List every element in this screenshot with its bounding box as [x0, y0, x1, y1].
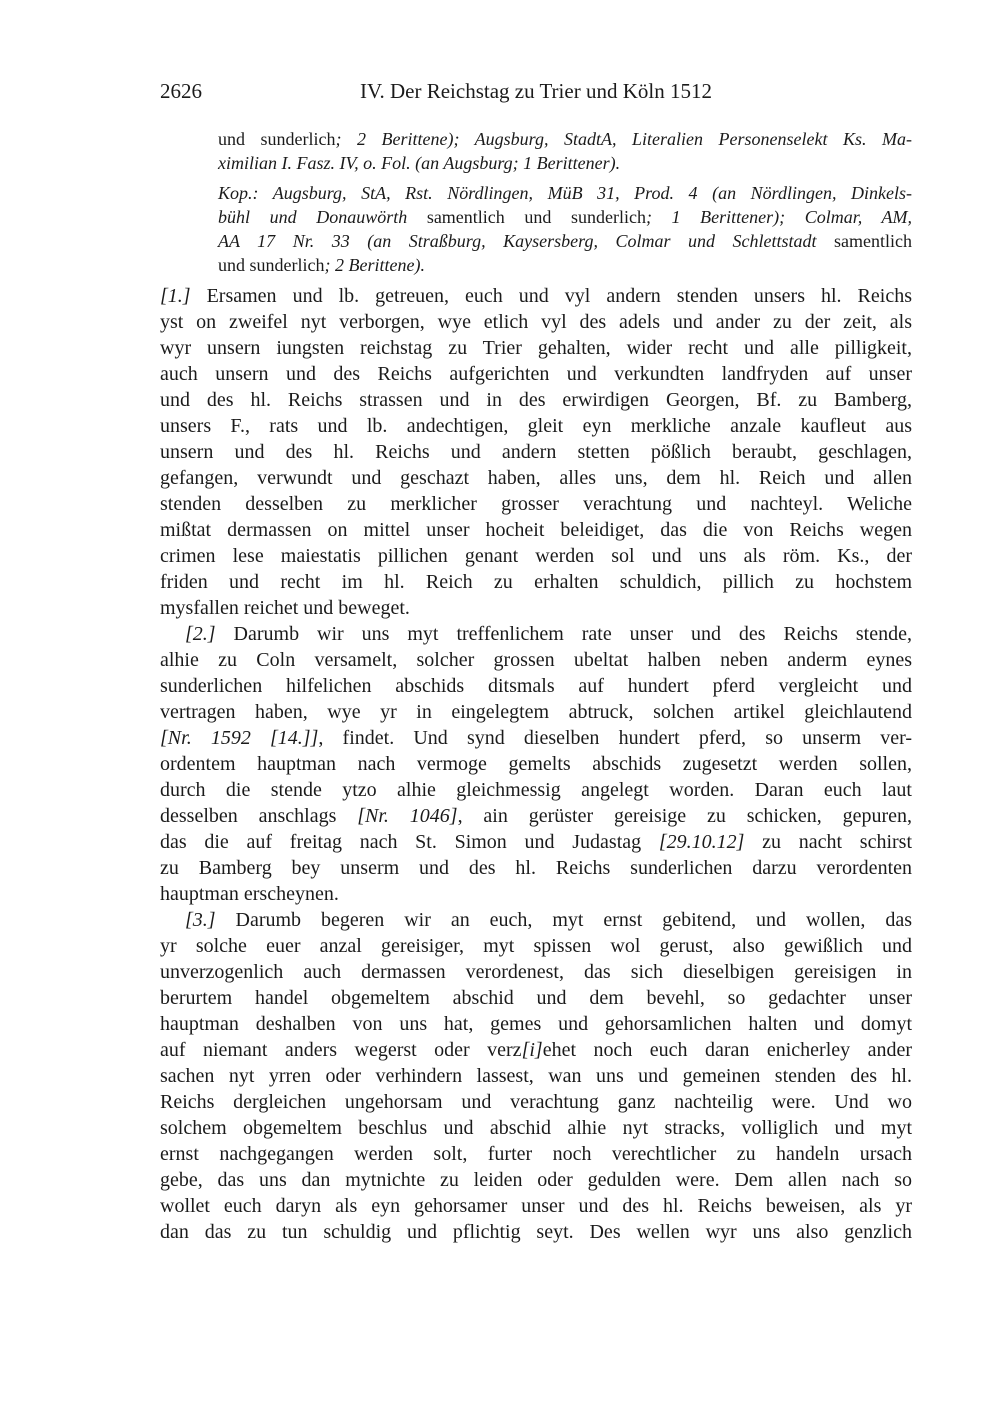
- text-line: [160, 985, 912, 1011]
- text-line: [160, 283, 912, 309]
- italic-text: [Nr. 1046]: [357, 805, 458, 827]
- roman-text: auch unsern und des Reichs aufgerichten und verkundten landfryden auf unser: [160, 363, 912, 385]
- roman-text: yr solche euer anzal gereisiger, myt spissen wol gerust, also gewißlich und: [160, 935, 912, 957]
- roman-text: Darumb begeren wir an euch, myt ernst gebitend, und wollen, das: [215, 909, 912, 931]
- body-paragraph: [160, 907, 912, 1245]
- text-line: [160, 491, 912, 517]
- roman-text: ordentem hauptman nach vermoge gemelts abschids zugesetzt werden sollen,: [160, 753, 912, 775]
- roman-text: und sunderlich: [218, 255, 325, 275]
- text-line: [160, 439, 912, 465]
- text-line: [160, 543, 912, 569]
- roman-text: samentlich und sunderlich: [407, 207, 646, 227]
- roman-text: durch die stende ytzo alhie gleichmessig angelegt worden. Daran euch laut: [160, 779, 912, 801]
- text-line: [218, 181, 912, 205]
- italic-text: [2.]: [185, 623, 216, 645]
- text-line: [160, 621, 912, 647]
- roman-text: wyr unsern iungsten reichstag zu Trier gehalten, wider recht und alle pilligkeit,: [160, 337, 912, 359]
- roman-text: gefangen, verwundt und geschazt haben, alles uns, dem hl. Reich und allen: [160, 467, 912, 489]
- text-line: [160, 387, 912, 413]
- text-line: [160, 803, 912, 829]
- text-line: [160, 725, 912, 751]
- text-line: [160, 335, 912, 361]
- roman-text: sachen nyt yrren oder verhindern lassest, wan uns und gemeinen stenden des hl.: [160, 1065, 912, 1087]
- body-paragraph: [160, 283, 912, 621]
- roman-text: ehet noch euch daran enicherley ander: [542, 1039, 912, 1061]
- text-line: [160, 647, 912, 673]
- text-line: [160, 1167, 912, 1193]
- text-line: [160, 413, 912, 439]
- text-line: [218, 205, 912, 229]
- italic-text: [29.10.12]: [658, 831, 745, 853]
- text-line: [160, 1115, 912, 1141]
- roman-text: wollet euch daryn als eyn gehorsamer unser und des hl. Reichs beweisen, als yr: [160, 1195, 912, 1217]
- apparatus-block: [218, 127, 912, 277]
- text-line: [218, 229, 912, 253]
- roman-text: unverzogenlich auch dermassen verordenest, das sich dieselbigen gereisigen in: [160, 961, 912, 983]
- text-line: [160, 933, 912, 959]
- italic-text: [i]: [521, 1039, 543, 1061]
- italic-text: bühl und Donauwörth: [218, 207, 408, 227]
- roman-text: zu nacht schirst: [744, 831, 913, 853]
- text-line: [160, 673, 912, 699]
- roman-text: mysfallen reichet und beweget.: [160, 597, 410, 619]
- text-line: [160, 1219, 912, 1245]
- roman-text: stenden desselben zu merklicher grosser verachtung und nachteyl. Weliche: [160, 493, 912, 515]
- roman-text: Darumb wir uns myt treffenlichem rate unser und des Reichs stende,: [215, 623, 912, 645]
- text-line: [160, 907, 912, 933]
- roman-text: auf niemant anders wegerst oder verz: [160, 1039, 522, 1061]
- roman-text: und des hl. Reichs strassen und in des erwirdigen Georgen, Bf. zu Bamberg,: [160, 389, 912, 411]
- roman-text: , ain gerüster gereisige zu schicken, gepuren,: [457, 805, 913, 827]
- italic-text: AA 17 Nr. 33 (an Straßburg, Kaysersberg, Colmar und Schlettstadt: [218, 231, 817, 251]
- text-line: [160, 1089, 912, 1115]
- roman-text: dan das zu tun schuldig und pflichtig seyt. Des wellen wyr uns also genzlich: [160, 1221, 912, 1243]
- apparatus-paragraph: [218, 127, 912, 175]
- roman-text: yst on zweifel nyt verborgen, wye etlich vyl des adels und ander zu der zeit, als: [160, 311, 912, 333]
- text-line: [160, 361, 912, 387]
- body-paragraph: [160, 621, 912, 907]
- italic-text: Kop.: Augsburg, StA, Rst. Nördlingen, MüB 31, Prod. 4 (an Nördlingen, Dinkels-: [218, 183, 912, 203]
- roman-text: sunderlichen hilfelichen abschids ditsmals auf hundert pferd vergleicht und: [160, 675, 912, 697]
- text-line: [160, 1011, 912, 1037]
- roman-text: zu Bamberg bey unserm und des hl. Reichs sunderlichen darzu verordenten: [160, 857, 912, 879]
- italic-text: ; 2 Berittene); Augsburg, StadtA, Literalien Personenselekt Ks. Ma-: [335, 129, 913, 149]
- roman-text: ernst nachgegangen werden solt, furter noch verechtlicher zu handeln ursach: [160, 1143, 912, 1165]
- text-line: [160, 309, 912, 335]
- roman-text: mißtat dermassen on mittel unser hocheit beleidiget, das die von Reichs wegen: [160, 519, 912, 541]
- roman-text: , findet. Und synd dieselben hundert pferd, so unserm ver-: [318, 727, 912, 749]
- text-line: [218, 151, 912, 175]
- text-line: [160, 777, 912, 803]
- text-line: [160, 1063, 912, 1089]
- text-line: [160, 465, 912, 491]
- roman-text: Ersamen und lb. getreuen, euch und vyl andern stenden unsers hl. Reichs: [190, 285, 912, 307]
- page-header: [160, 78, 912, 104]
- text-line: [160, 595, 912, 621]
- italic-text: [Nr. 1592 [14.]]: [160, 727, 319, 749]
- roman-text: das die auf freitag nach St. Simon und Judastag: [160, 831, 659, 853]
- text-line: [160, 517, 912, 543]
- roman-text: Reichs dergleichen ungehorsam und verachtung ganz nachteilig were. Und wo: [160, 1091, 912, 1113]
- roman-text: friden und recht im hl. Reich zu erhalten schuldich, pillich zu hochstem: [160, 571, 912, 593]
- text-line: [160, 829, 912, 855]
- text-line: [160, 1037, 912, 1063]
- roman-text: hauptman deshalben von uns hat, gemes und gehorsamlichen halten und domyt: [160, 1013, 912, 1035]
- text-line: [160, 1193, 912, 1219]
- italic-text: ; 1 Berittener); Colmar, AM,: [645, 207, 912, 227]
- text-line: [218, 127, 912, 151]
- running-title: IV. Der Reichstag zu Trier und Köln 1512: [360, 79, 712, 103]
- text-line: [218, 253, 912, 277]
- roman-text: hauptman erscheynen.: [160, 883, 339, 905]
- text-line: [160, 751, 912, 777]
- text-line: [160, 881, 912, 907]
- roman-text: vertragen haben, wye yr in eingelegtem abtruck, solchen artikel gleichlautend: [160, 701, 912, 723]
- italic-text: [3.]: [185, 909, 216, 931]
- text-column: [160, 78, 912, 1245]
- roman-text: unsern und des hl. Reichs und andern stetten pößlich beraubt, geschlagen,: [160, 441, 912, 463]
- roman-text: gebe, das uns dan mytnichte zu leiden oder gedulden were. Dem allen nach so: [160, 1169, 912, 1191]
- roman-text: berurtem handel obgemeltem abschid und dem bevehl, so gedachter unser: [160, 987, 912, 1009]
- page-number: 2626: [160, 79, 202, 103]
- roman-text: solchem obgemeltem beschlus und abschid alhie nyt stracks, volliglich und myt: [160, 1117, 912, 1139]
- roman-text: unsers F., rats und lb. andechtigen, gleit eyn merkliche anzale kaufleut aus: [160, 415, 912, 437]
- body-text-block: [160, 283, 912, 1245]
- roman-text: alhie zu Coln versamelt, solcher grossen ubeltat halben neben anderm eynes: [160, 649, 912, 671]
- italic-text: ximilian I. Fasz. IV, o. Fol. (an Augsburg; 1 Berittener).: [218, 153, 621, 173]
- italic-text: [1.]: [160, 285, 191, 307]
- roman-text: und sunderlich: [218, 129, 336, 149]
- roman-text: crimen lese maiestatis pillichen genant werden sol und uns als röm. Ks., der: [160, 545, 912, 567]
- roman-text: desselben anschlags: [160, 805, 358, 827]
- text-line: [160, 569, 912, 595]
- text-line: [160, 855, 912, 881]
- roman-text: samentlich: [816, 231, 912, 251]
- text-line: [160, 959, 912, 985]
- text-line: [160, 699, 912, 725]
- text-line: [160, 1141, 912, 1167]
- apparatus-paragraph: [218, 181, 912, 277]
- italic-text: ; 2 Berittene).: [324, 255, 425, 275]
